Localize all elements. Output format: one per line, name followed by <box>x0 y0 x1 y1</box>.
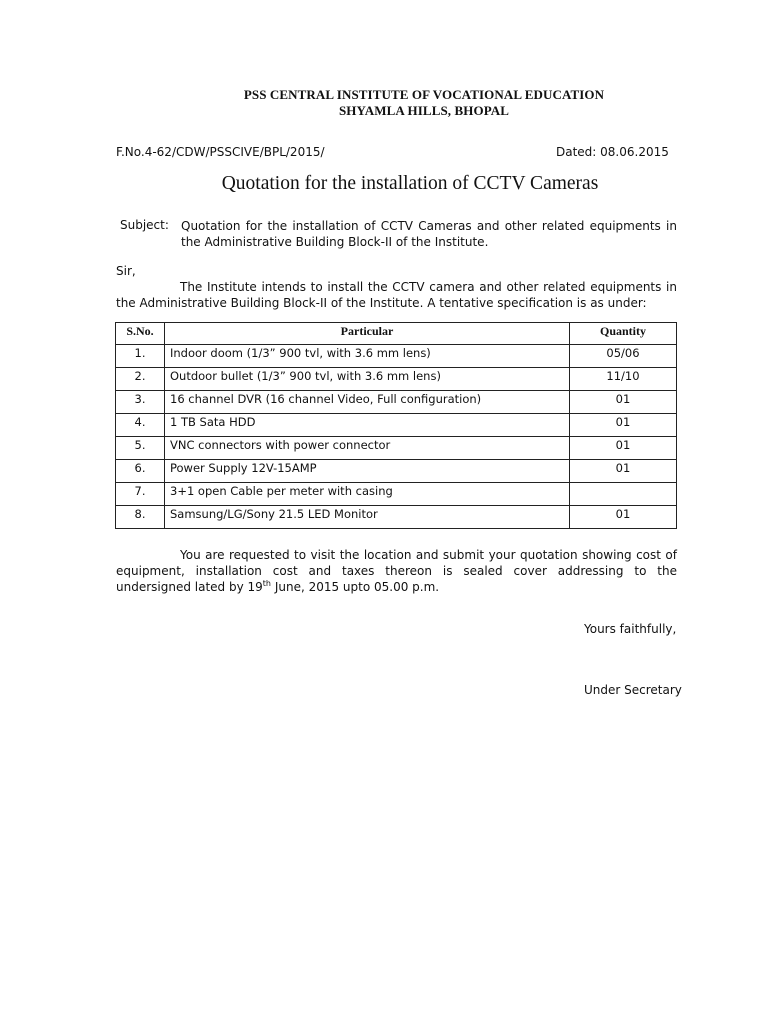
table-header-row <box>116 323 677 345</box>
row-sno: 4. <box>116 414 165 437</box>
closing-line: Yours faithfully, <box>584 622 677 636</box>
specification-table <box>115 322 677 529</box>
row-quantity: 01 <box>570 414 677 437</box>
row-sno: 5. <box>116 437 165 460</box>
date-ordinal-suffix: th <box>262 579 271 588</box>
request-paragraph <box>116 547 677 595</box>
header-sno: S.No. <box>116 323 165 345</box>
request-deadline: June, 2015 upto 05.00 p.m. <box>271 580 440 594</box>
row-particular: VNC connectors with power connector <box>165 437 570 460</box>
row-quantity: 01 <box>570 437 677 460</box>
subject-label: Subject: <box>120 218 169 232</box>
row-particular: Samsung/LG/Sony 21.5 LED Monitor <box>165 506 570 529</box>
table-row <box>116 506 677 529</box>
row-particular: 3+1 open Cable per meter with casing <box>165 483 570 506</box>
org-address: SHYAMLA HILLS, BHOPAL <box>338 103 510 118</box>
row-sno: 8. <box>116 506 165 529</box>
org-name: PSS CENTRAL INSTITUTE OF VOCATIONAL EDUCATION <box>243 87 605 102</box>
document-title: Quotation for the installation of CCTV Cameras <box>221 173 599 194</box>
row-quantity: 01 <box>570 391 677 414</box>
row-quantity: 01 <box>570 506 677 529</box>
row-particular: 1 TB Sata HDD <box>165 414 570 437</box>
table-row <box>116 483 677 506</box>
table-row <box>116 345 677 368</box>
table-row <box>116 368 677 391</box>
row-particular: 16 channel DVR (16 channel Video, Full configuration) <box>165 391 570 414</box>
row-sno: 6. <box>116 460 165 483</box>
row-quantity: 05/06 <box>570 345 677 368</box>
table-row <box>116 391 677 414</box>
row-sno: 3. <box>116 391 165 414</box>
table-row <box>116 460 677 483</box>
date-line: Dated: 08.06.2015 <box>556 145 669 159</box>
table-row <box>116 414 677 437</box>
row-quantity: 11/10 <box>570 368 677 391</box>
row-particular: Outdoor bullet (1/3” 900 tvl, with 3.6 mm lens) <box>165 368 570 391</box>
subject-text: Quotation for the installation of CCTV Cameras and other related equipments in the Administrative Building Block-II of the Institute. <box>181 219 677 249</box>
request-text: You are requested to visit the location and submit your quotation showing cost of equipment, installation cost and taxes thereon is sealed cover addressing to the undersigned lated by 19 <box>116 548 677 594</box>
intro-paragraph: The Institute intends to install the CCTV camera and other related equipments in the Administrative Building Block-II of the Institute. A tentative specification is as under: <box>116 280 677 310</box>
file-number: F.No.4-62/CDW/PSSCIVE/BPL/2015/ <box>116 145 325 159</box>
row-quantity: 01 <box>570 460 677 483</box>
row-particular: Indoor doom (1/3” 900 tvl, with 3.6 mm lens) <box>165 345 570 368</box>
header-quantity: Quantity <box>570 323 677 345</box>
salutation: Sir, <box>116 264 136 278</box>
header-particular: Particular <box>165 323 570 345</box>
row-sno: 2. <box>116 368 165 391</box>
row-quantity <box>570 483 677 506</box>
signatory-designation: Under Secretary <box>584 683 682 697</box>
row-sno: 1. <box>116 345 165 368</box>
row-particular: Power Supply 12V-15AMP <box>165 460 570 483</box>
table-row <box>116 437 677 460</box>
row-sno: 7. <box>116 483 165 506</box>
